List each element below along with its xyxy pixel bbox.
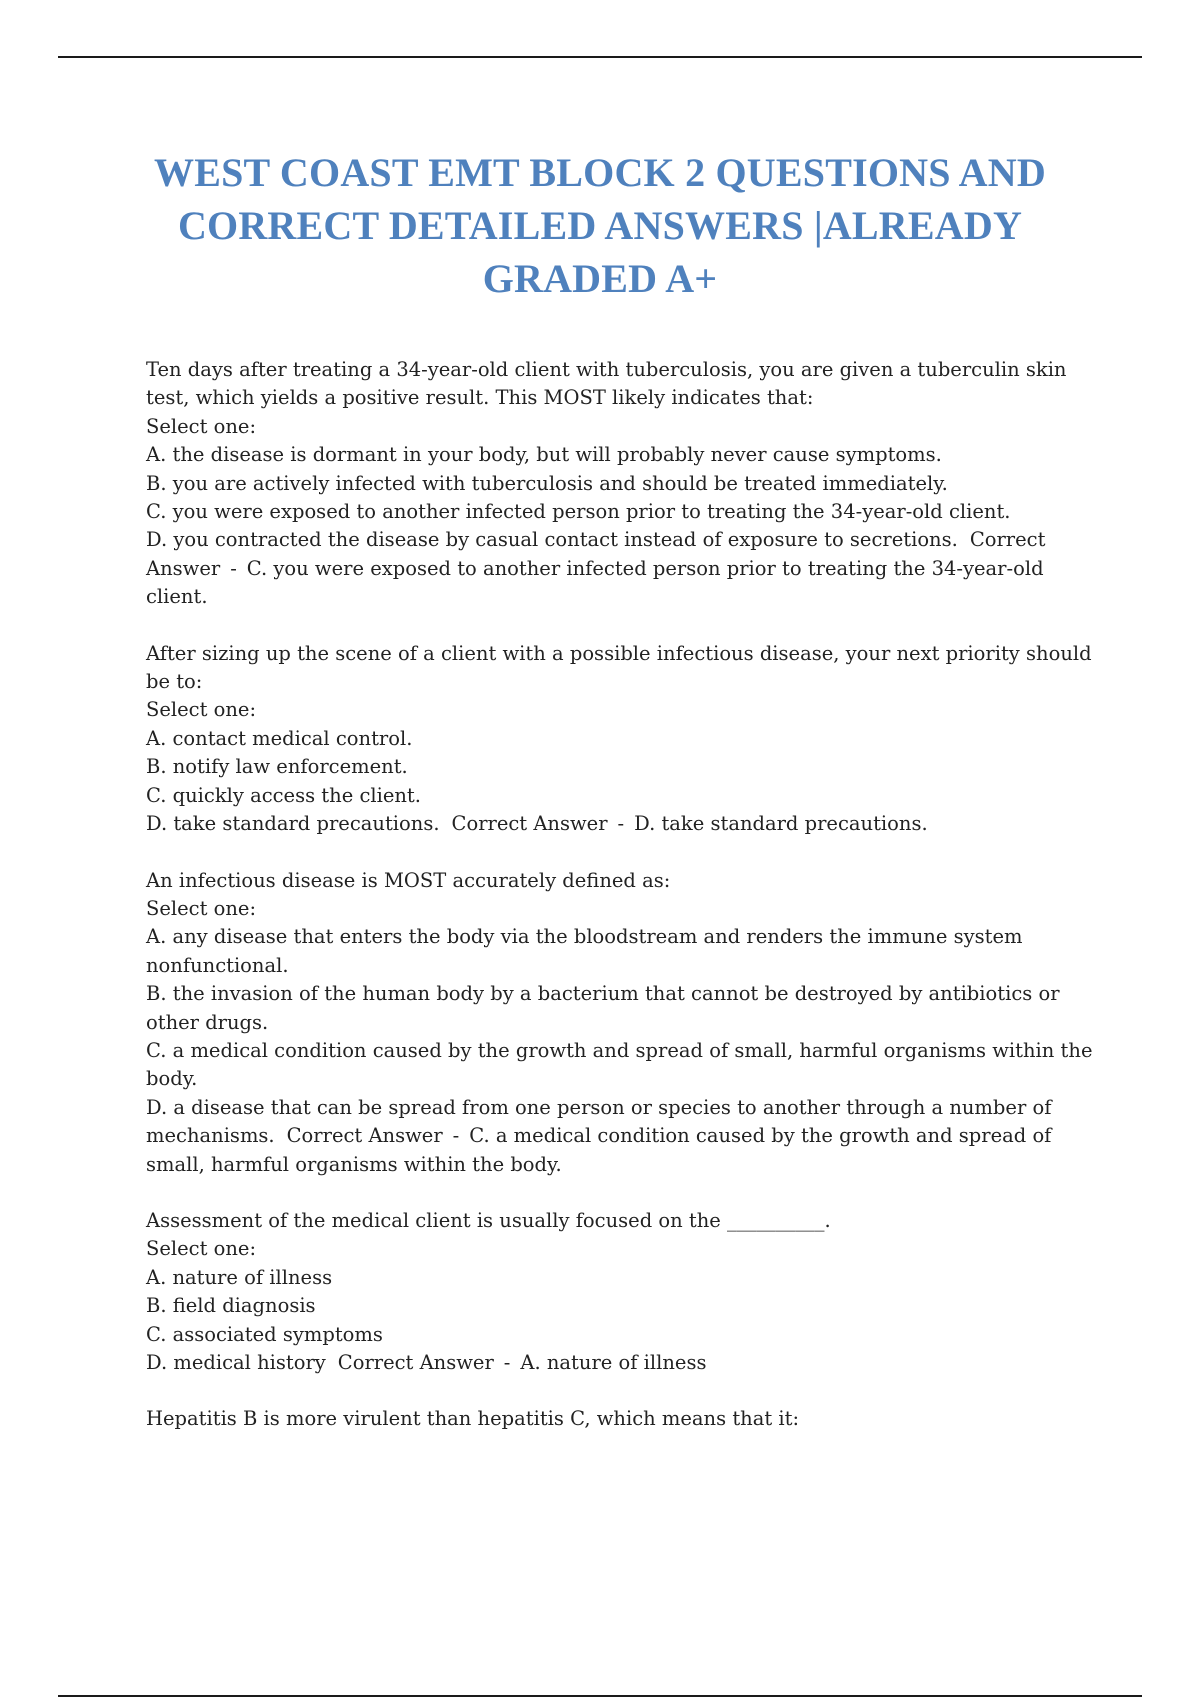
question-stem: Ten days after treating a 34-year-old client with tuberculosis, you are given a tuberculin skin test, which yields a positive result. This MOST likely indicates that: xyxy=(146,358,1067,410)
document-title: WEST COAST EMT BLOCK 2 QUESTIONS AND CORRECT DETAILED ANSWERS |ALREADY GRADED A+ xyxy=(154,150,1046,301)
bottom-rule xyxy=(58,1695,1142,1697)
option-a: A. the disease is dormant in your body, but will probably never cause symptoms. xyxy=(146,443,942,467)
correct-answer: A. nature of illness xyxy=(520,1351,707,1374)
option-a: A. contact medical control. xyxy=(146,726,413,750)
option-d: D. medical history xyxy=(146,1351,326,1374)
answer-separator: - xyxy=(503,1351,511,1374)
correct-answer: C. you were exposed to another infected person prior to treating the 34-year-old client. xyxy=(146,556,1044,609)
option-c: C. you were exposed to another infected person prior to treating the 34-year-old client. xyxy=(146,500,1011,524)
question-list xyxy=(146,356,1096,1462)
option-a: A. any disease that enters the body via the bloodstream and renders the immune system nonfunctional. xyxy=(146,925,1023,977)
correct-answer-label: Correct Answer xyxy=(337,1351,494,1374)
answer-separator: - xyxy=(617,812,625,836)
option-c: C. a medical condition caused by the growth and spread of small, harmful organisms within the body. xyxy=(146,1038,1093,1091)
question-stem: Hepatitis B is more virulent than hepatitis C, which means that it: xyxy=(146,1407,800,1431)
option-b: B. you are actively infected with tuberculosis and should be treated immediately. xyxy=(146,471,948,495)
question-3 xyxy=(146,867,1096,1179)
question-5 xyxy=(146,1405,1096,1433)
option-d-with-answer xyxy=(146,1094,1096,1179)
correct-answer-label: Correct Answer xyxy=(451,812,608,836)
question-stem: Assessment of the medical client is usually focused on the __________. xyxy=(146,1208,831,1232)
select-prompt: Select one: xyxy=(146,1237,257,1261)
top-rule xyxy=(58,56,1142,58)
option-a: A. nature of illness xyxy=(146,1265,333,1289)
correct-answer-label: Correct Answer xyxy=(286,1124,443,1148)
option-d-with-answer xyxy=(146,1349,1096,1377)
option-d-with-answer xyxy=(146,526,1096,611)
option-c: C. associated symptoms xyxy=(146,1322,383,1346)
option-b: B. field diagnosis xyxy=(146,1294,316,1318)
question-4 xyxy=(146,1207,1096,1377)
question-stem: After sizing up the scene of a client with a possible infectious disease, your next priority should be to: xyxy=(146,641,1092,694)
correct-answer: D. take standard precautions. xyxy=(634,812,928,836)
select-prompt: Select one: xyxy=(146,414,257,438)
question-stem: An infectious disease is MOST accurately defined as: xyxy=(146,868,671,892)
option-d: D. a disease that can be spread from one person or species to another through a number of mechanisms. xyxy=(146,1095,1052,1148)
option-d: D. you contracted the disease by casual contact instead of exposure to secretions. xyxy=(146,528,958,552)
select-prompt: Select one: xyxy=(146,698,257,722)
question-1 xyxy=(146,356,1096,612)
option-d: D. take standard precautions. xyxy=(146,812,440,836)
option-b: B. the invasion of the human body by a bacterium that cannot be destroyed by antibiotics or other drugs. xyxy=(146,982,1060,1034)
option-c: C. quickly access the client. xyxy=(146,783,421,807)
correct-answer: C. a medical condition caused by the growth and spread of small, harmful organisms within the body. xyxy=(146,1124,1052,1176)
option-b: B. notify law enforcement. xyxy=(146,755,408,779)
answer-separator: - xyxy=(230,556,237,580)
correct-answer-label: Correct Answer xyxy=(146,528,1046,580)
option-d-with-answer xyxy=(146,810,1096,838)
question-2 xyxy=(146,640,1096,839)
select-prompt: Select one: xyxy=(146,896,257,920)
answer-separator: - xyxy=(452,1124,460,1148)
